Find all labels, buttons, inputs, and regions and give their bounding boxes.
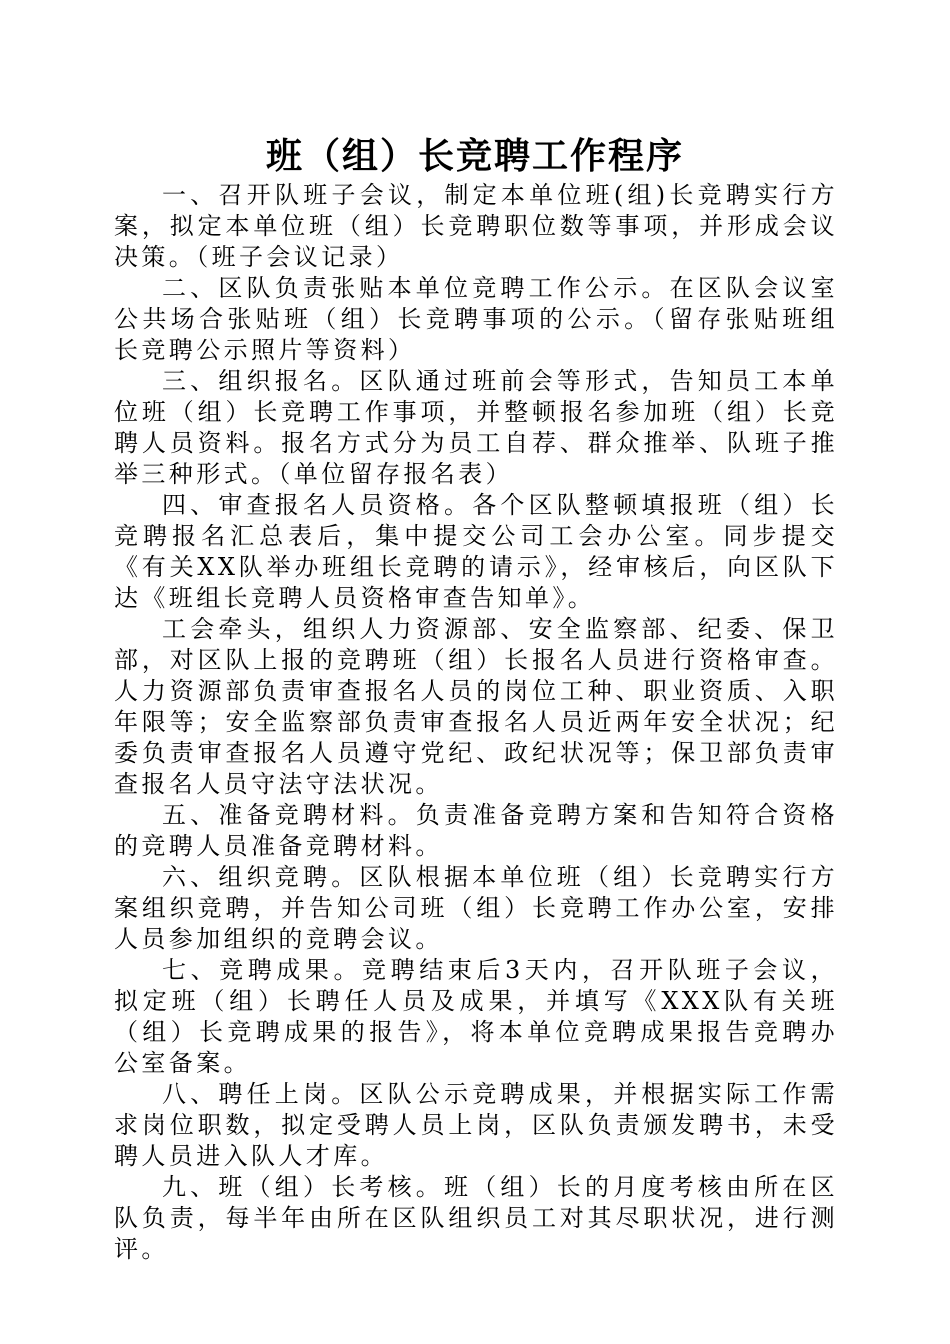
paragraph-1: 一、召开队班子会议，制定本单位班(组)长竞聘实行方案，拟定本单位班（组）长竞聘职位数等事项，并形成会议决策。（班子会议记录） (114, 181, 838, 271)
paragraph-8: 七、竞聘成果。竞聘结束后3天内，召开队班子会议，拟定班（组）长聘任人员及成果，并填写《XXX队有关班（组）长竞聘成果的报告》，将本单位竞聘成果报告竞聘办公室备案。 (114, 956, 838, 1077)
document-body (114, 180, 838, 1265)
paragraph-4: 四、审查报名人员资格。各个区队整顿填报班（组）长竞聘报名汇总表后，集中提交公司工会办公室。同步提交《有关XX队举办班组长竞聘的请示》，经审核后，向区队下达《班组长竞聘人员资格审查告知单》。 (114, 491, 838, 612)
paragraph-6: 五、准备竞聘材料。负责准备竞聘方案和告知符合资格的竞聘人员准备竞聘材料。 (114, 801, 838, 860)
document-title: 班（组）长竞聘工作程序 (265, 135, 684, 178)
paragraph-2: 二、区队负责张贴本单位竞聘工作公示。在区队会议室公共场合张贴班（组）长竞聘事项的公示。（留存张贴班组长竞聘公示照片等资料） (114, 274, 838, 364)
paragraph-5: 工会牵头，组织人力资源部、安全监察部、纪委、保卫部，对区队上报的竞聘班（组）长报名人员进行资格审查。人力资源部负责审查报名人员的岗位工种、职业资质、入职年限等；安全监察部负责审查报名人员近两年安全状况；纪委负责审查报名人员遵守党纪、政纪状况等；保卫部负责审查报名人员守法守法状况。 (114, 615, 838, 798)
paragraph-3: 三、组织报名。区队通过班前会等形式，告知员工本单位班（组）长竞聘工作事项，并整顿报名参加班（组）长竞聘人员资料。报名方式分为员工自荐、群众推举、队班子推举三种形式。（单位留存报名表） (114, 367, 838, 488)
paragraph-9: 八、聘任上岗。区队公示竞聘成果，并根据实际工作需求岗位职数，拟定受聘人员上岗，区队负责颁发聘书，未受聘人员进入队人才库。 (114, 1080, 838, 1170)
paragraph-10: 九、班（组）长考核。班（组）长的月度考核由所在区队负责，每半年由所在区队组织员工对其尽职状况，进行测评。 (114, 1173, 838, 1263)
paragraph-7: 六、组织竞聘。区队根据本单位班（组）长竞聘实行方案组织竞聘，并告知公司班（组）长竞聘工作办公室，安排人员参加组织的竞聘会议。 (114, 863, 838, 953)
